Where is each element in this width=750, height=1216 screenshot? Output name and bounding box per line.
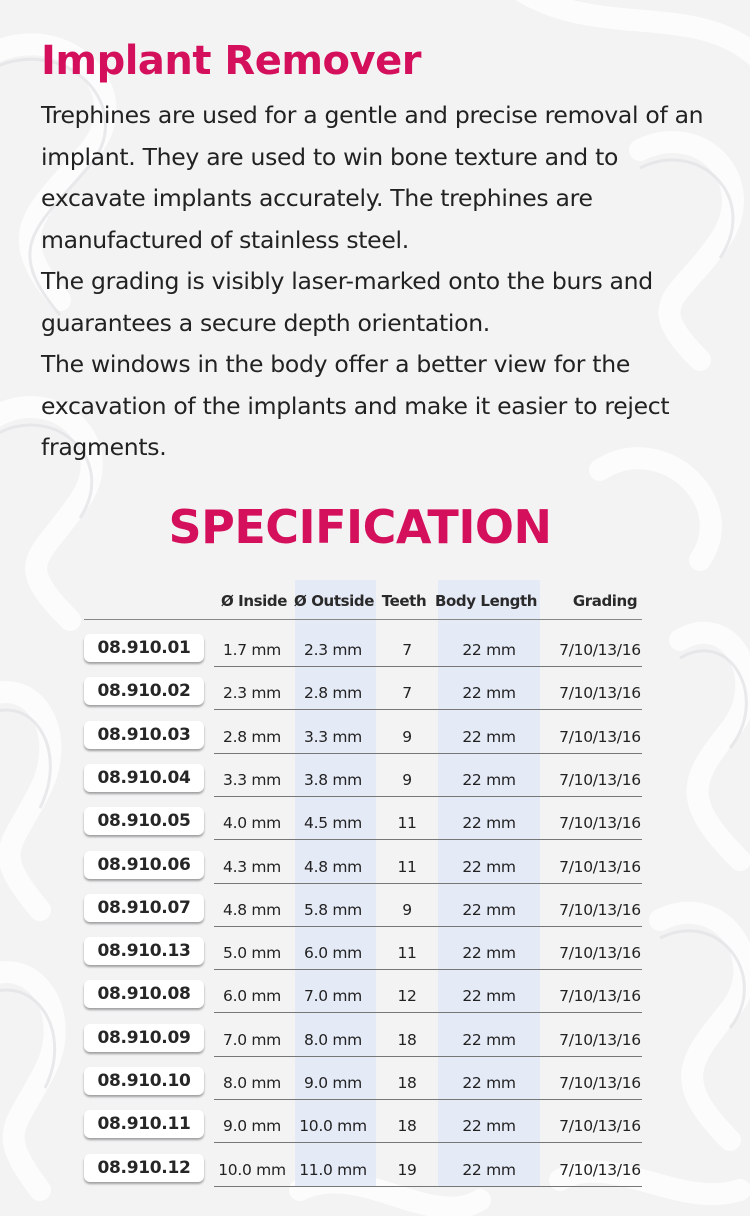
- cell-grading: 7/10/13/16: [559, 1160, 641, 1179]
- cell-inside: 4.3 mm: [223, 857, 281, 876]
- article-number-badge: 08.910.06: [84, 851, 204, 879]
- product-description: [41, 95, 721, 469]
- row-divider: [214, 753, 642, 754]
- table-row: [0, 1152, 750, 1195]
- cell-body-length: 22 mm: [462, 770, 516, 789]
- cell-body-length: 22 mm: [462, 900, 516, 919]
- article-number-badge: 08.910.01: [84, 634, 204, 662]
- cell-grading: 7/10/13/16: [559, 641, 641, 659]
- cell-outside: 3.3 mm: [304, 727, 362, 746]
- table-row: [0, 1065, 750, 1108]
- cell-outside: 2.8 mm: [304, 684, 362, 703]
- cell-teeth: 18: [397, 1074, 417, 1092]
- row-divider: [214, 883, 642, 884]
- specification-heading: SPECIFICATION: [168, 500, 552, 554]
- header-body-length: Body Length: [434, 592, 538, 610]
- cell-body-length: 22 mm: [462, 1117, 516, 1136]
- row-divider: [214, 796, 642, 797]
- cell-inside: 2.3 mm: [223, 684, 281, 703]
- cell-teeth: 9: [402, 770, 412, 789]
- cell-grading: 7/10/13/16: [559, 857, 641, 876]
- cell-teeth: 18: [397, 1117, 417, 1136]
- cell-outside: 9.0 mm: [304, 1074, 362, 1092]
- row-divider: [214, 1012, 642, 1013]
- cell-grading: 7/10/13/16: [559, 684, 641, 703]
- cell-outside: 10.0 mm: [299, 1117, 367, 1136]
- cell-body-length: 22 mm: [462, 727, 516, 746]
- article-number-badge: 08.910.10: [84, 1067, 204, 1095]
- cell-teeth: 11: [397, 944, 417, 963]
- cell-body-length: 22 mm: [462, 814, 516, 833]
- cell-grading: 7/10/13/16: [559, 1074, 641, 1092]
- article-number-badge: 08.910.07: [84, 894, 204, 922]
- cell-grading: 7/10/13/16: [559, 944, 641, 963]
- cell-teeth: 19: [397, 1160, 417, 1179]
- cell-body-length: 22 mm: [462, 857, 516, 876]
- table-row: [0, 675, 750, 718]
- article-number-badge: 08.910.08: [84, 980, 204, 1008]
- cell-teeth: 9: [402, 900, 412, 919]
- table-row: [0, 935, 750, 978]
- cell-inside: 2.8 mm: [223, 727, 281, 746]
- cell-teeth: 7: [402, 641, 412, 659]
- description-paragraph: Trephines are used for a gentle and precise removal of an implant. They are used to win bone texture and to excavate implants accurately. The trephines are manufactured of stainless steel.: [41, 101, 704, 254]
- header-teeth: Teeth: [381, 592, 427, 610]
- cell-inside: 8.0 mm: [223, 1074, 281, 1092]
- article-number-badge: 08.910.12: [84, 1154, 204, 1182]
- table-row: [0, 1022, 750, 1065]
- cell-grading: 7/10/13/16: [559, 814, 641, 833]
- row-divider: [214, 926, 642, 927]
- cell-teeth: 11: [397, 814, 417, 833]
- article-number-badge: 08.910.13: [84, 937, 204, 965]
- table-row: [0, 632, 750, 675]
- cell-inside: 4.0 mm: [223, 814, 281, 833]
- table-row: [0, 1108, 750, 1151]
- cell-inside: 4.8 mm: [223, 900, 281, 919]
- row-divider: [214, 969, 642, 970]
- cell-body-length: 22 mm: [462, 944, 516, 963]
- cell-grading: 7/10/13/16: [559, 900, 641, 919]
- cell-grading: 7/10/13/16: [559, 1117, 641, 1136]
- header-grading: Grading: [572, 592, 638, 610]
- cell-body-length: 22 mm: [462, 987, 516, 1006]
- cell-teeth: 11: [397, 857, 417, 876]
- cell-grading: 7/10/13/16: [559, 727, 641, 746]
- cell-inside: 6.0 mm: [223, 987, 281, 1006]
- header-divider: [84, 619, 642, 620]
- cell-inside: 7.0 mm: [223, 1030, 281, 1049]
- table-header: [0, 592, 750, 616]
- cell-teeth: 9: [402, 727, 412, 746]
- article-number-badge: 08.910.03: [84, 721, 204, 749]
- article-number-badge: 08.910.11: [84, 1110, 204, 1138]
- cell-outside: 8.0 mm: [304, 1030, 362, 1049]
- article-number-badge: 08.910.05: [84, 807, 204, 835]
- table-row: [0, 762, 750, 805]
- cell-outside: 3.8 mm: [304, 770, 362, 789]
- cell-inside: 10.0 mm: [218, 1160, 286, 1179]
- cell-body-length: 22 mm: [462, 684, 516, 703]
- row-divider: [214, 1099, 642, 1100]
- cell-outside: 4.5 mm: [304, 814, 362, 833]
- table-row: [0, 892, 750, 935]
- description-paragraph: The grading is visibly laser-marked onto the burs and guarantees a secure depth orientation.: [41, 267, 653, 337]
- cell-teeth: 18: [397, 1030, 417, 1049]
- cell-outside: 7.0 mm: [304, 987, 362, 1006]
- cell-outside: 11.0 mm: [299, 1160, 367, 1179]
- cell-grading: 7/10/13/16: [559, 1030, 641, 1049]
- row-divider: [214, 666, 642, 667]
- header-outside: Ø Outside: [294, 592, 374, 610]
- cell-outside: 6.0 mm: [304, 944, 362, 963]
- cell-outside: 5.8 mm: [304, 900, 362, 919]
- row-divider: [214, 1056, 642, 1057]
- table-row: [0, 805, 750, 848]
- table-row: [0, 978, 750, 1021]
- article-number-badge: 08.910.02: [84, 677, 204, 705]
- table-row: [0, 719, 750, 762]
- header-inside: Ø Inside: [220, 592, 288, 610]
- description-paragraph: The windows in the body offer a better view for the excavation of the implants and make it easier to reject fragments.: [41, 350, 670, 461]
- cell-outside: 4.8 mm: [304, 857, 362, 876]
- table-row: [0, 849, 750, 892]
- cell-body-length: 22 mm: [462, 641, 516, 659]
- cell-teeth: 12: [397, 987, 417, 1006]
- article-number-badge: 08.910.04: [84, 764, 204, 792]
- article-number-badge: 08.910.09: [84, 1024, 204, 1052]
- cell-grading: 7/10/13/16: [559, 987, 641, 1006]
- cell-grading: 7/10/13/16: [559, 770, 641, 789]
- cell-outside: 2.3 mm: [304, 641, 362, 659]
- cell-inside: 9.0 mm: [223, 1117, 281, 1136]
- cell-body-length: 22 mm: [462, 1160, 516, 1179]
- row-divider: [214, 1142, 642, 1143]
- cell-body-length: 22 mm: [462, 1030, 516, 1049]
- page-title: Implant Remover: [41, 38, 421, 84]
- row-divider: [214, 709, 642, 710]
- cell-inside: 1.7 mm: [223, 641, 281, 659]
- cell-body-length: 22 mm: [462, 1074, 516, 1092]
- cell-inside: 3.3 mm: [223, 770, 281, 789]
- row-divider: [214, 1186, 642, 1187]
- cell-inside: 5.0 mm: [223, 944, 281, 963]
- row-divider: [214, 839, 642, 840]
- cell-teeth: 7: [402, 684, 412, 703]
